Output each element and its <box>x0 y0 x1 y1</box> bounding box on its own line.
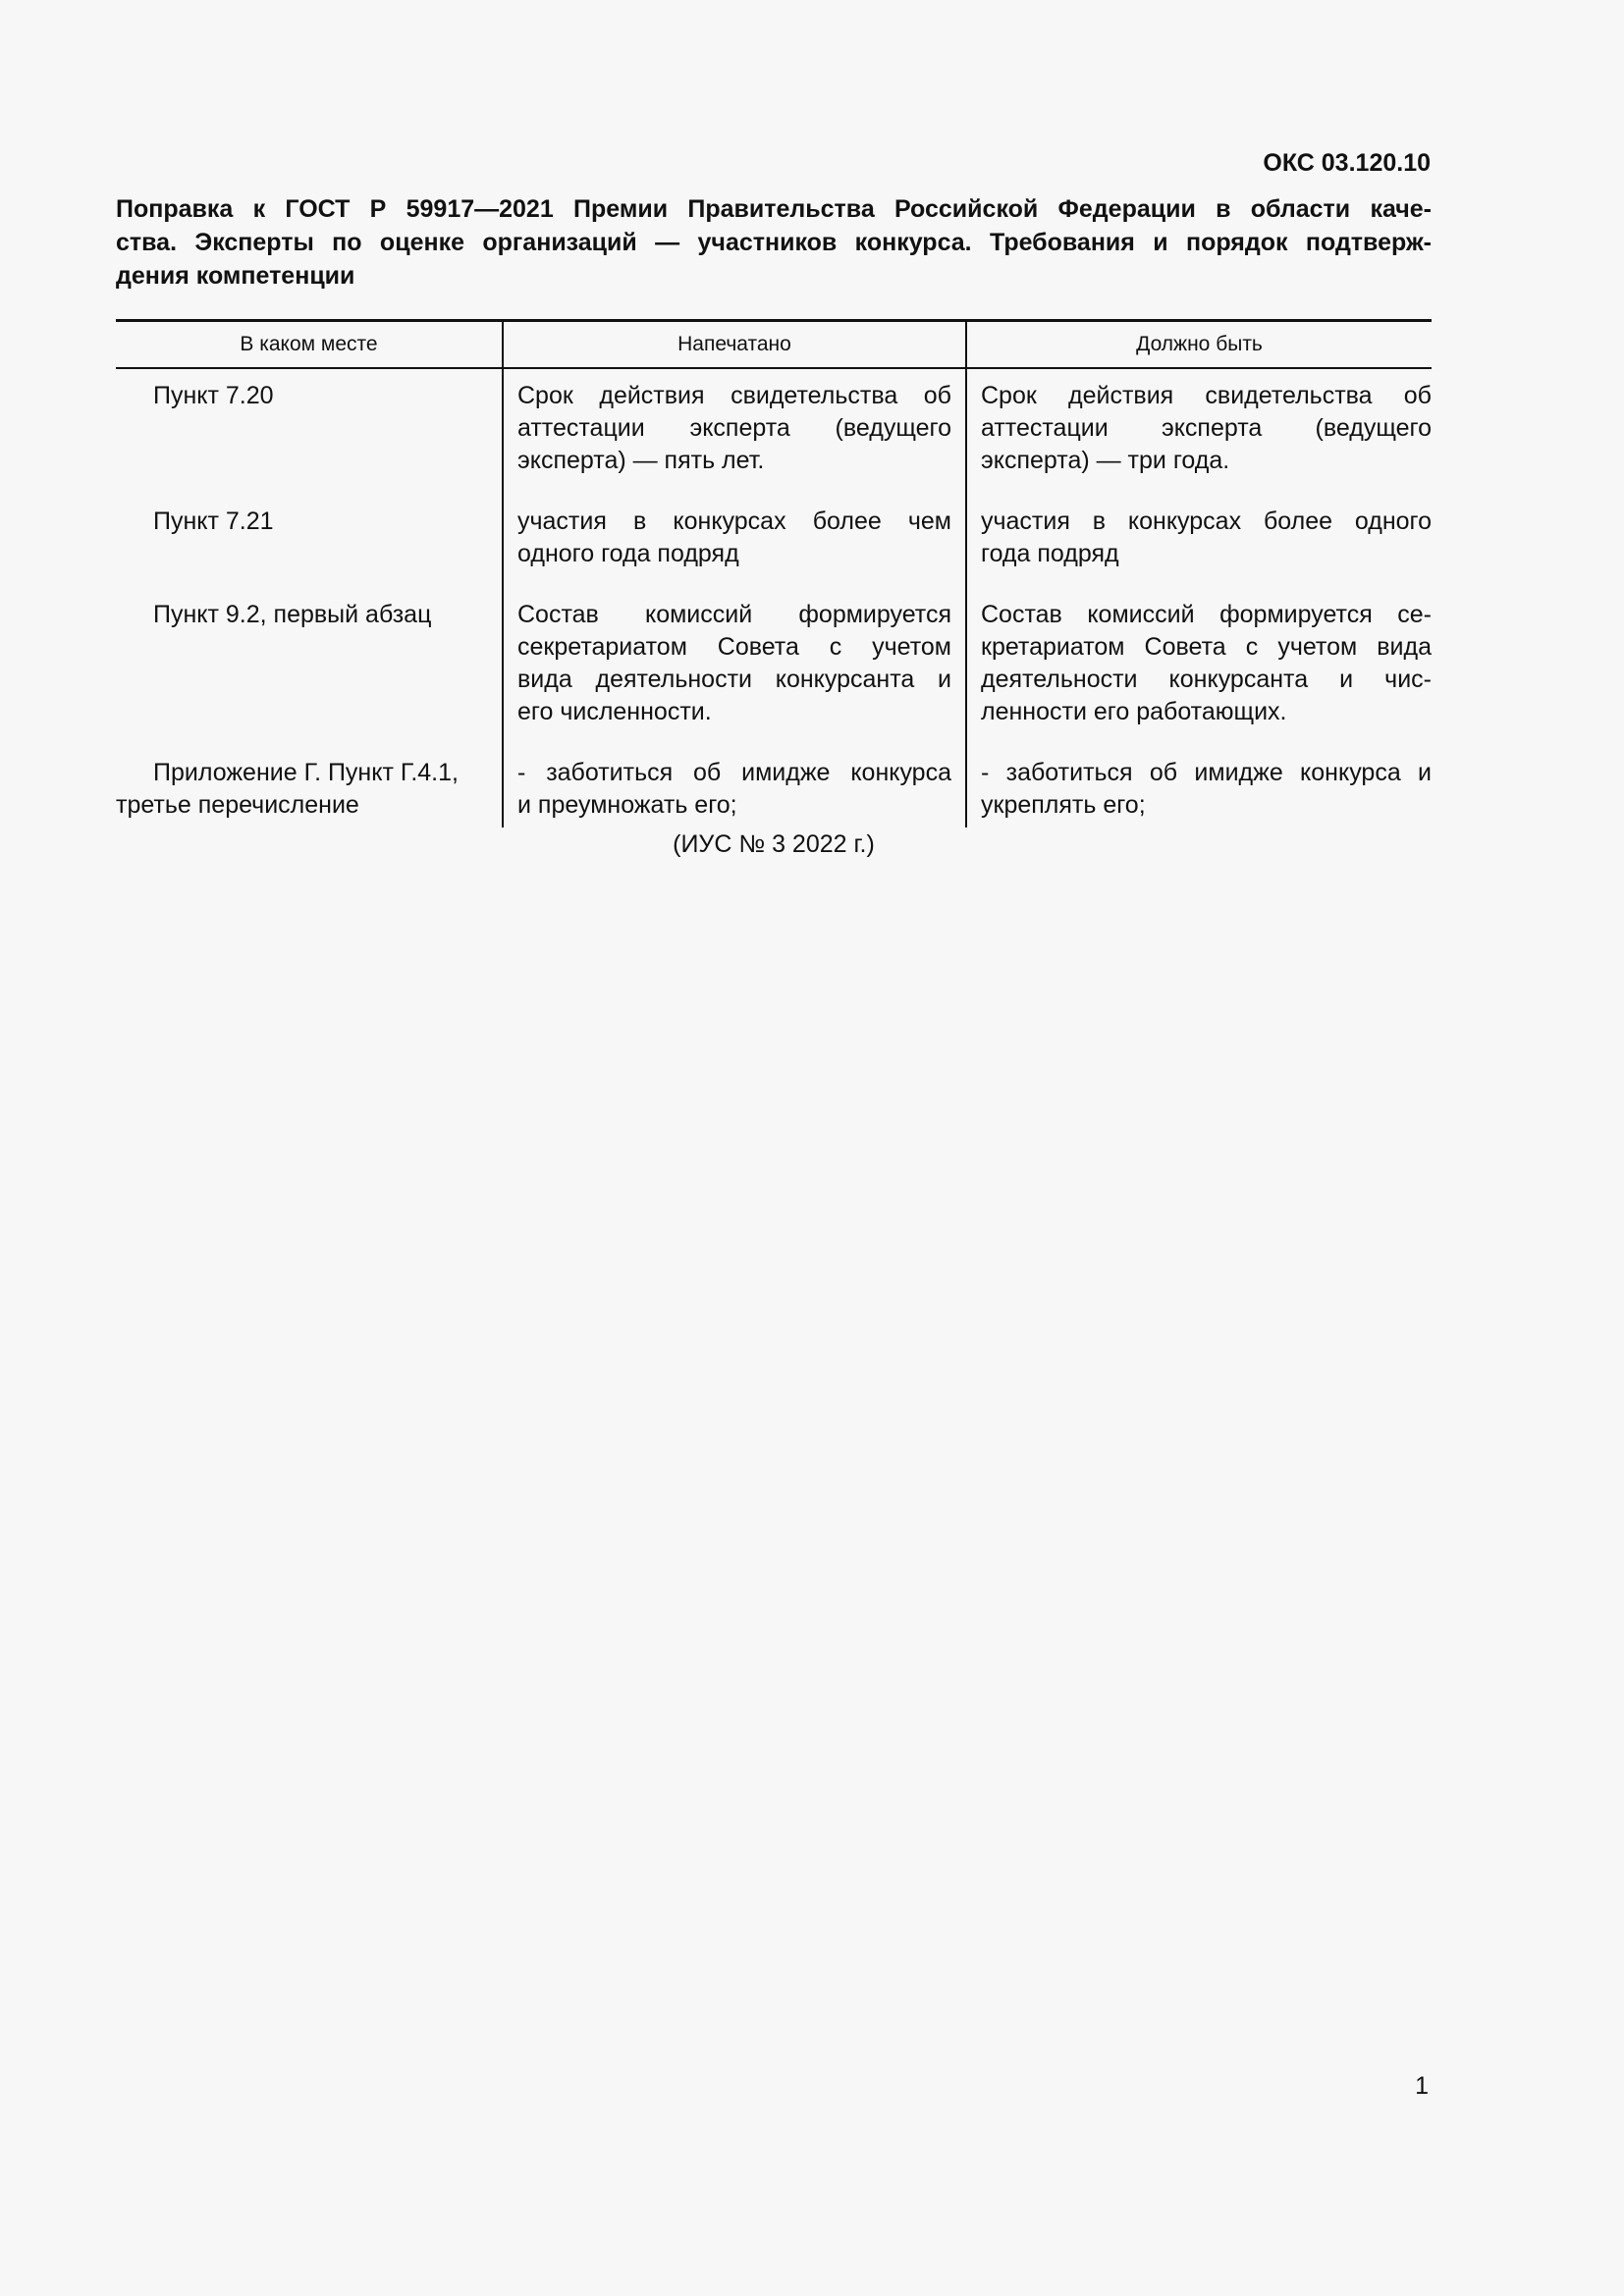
classification-code: ОКС 03.120.10 <box>1263 149 1431 177</box>
cell-line: вида деятельности конкурсанта и <box>517 666 951 693</box>
table-body <box>116 368 1432 828</box>
cell-line: Срок действия свидетельства об <box>981 382 1432 409</box>
title-line: Поправка к ГОСТ Р 59917—2021 Премии Правительства Российской Федерации в области каче- <box>116 195 1432 223</box>
cell-line: года подряд <box>981 540 1119 567</box>
cell-printed <box>503 746 966 828</box>
cell-line: секретариатом Совета с учетом <box>517 633 951 661</box>
cell-line: Состав комиссий формируется се- <box>981 601 1432 628</box>
cell-line: Пункт 7.20 <box>153 382 274 409</box>
cell-line: деятельности конкурсанта и чис- <box>981 666 1432 693</box>
cell-line: Состав комиссий формируется <box>517 601 951 628</box>
title-line: дения компетенции <box>116 262 355 290</box>
cell-place <box>116 588 503 746</box>
cell-should-be <box>966 588 1432 746</box>
title-line: ства. Эксперты по оценке организаций — участников конкурса. Требования и порядок подтверж- <box>116 229 1432 256</box>
header-should-be: Должно быть <box>966 321 1432 369</box>
table-row <box>116 368 1432 495</box>
cell-line: и преумножать его; <box>517 791 737 819</box>
cell-line: участия в конкурсах более чем <box>517 507 951 535</box>
cell-line: Срок действия свидетельства об <box>517 382 951 409</box>
cell-line: укреплять его; <box>981 791 1146 819</box>
cell-printed <box>503 495 966 588</box>
cell-should-be <box>966 495 1432 588</box>
cell-place <box>116 746 503 828</box>
cell-line: - заботиться об имидже конкурса и <box>981 759 1432 786</box>
cell-place <box>116 368 503 495</box>
cell-line: ленности его работающих. <box>981 698 1287 725</box>
cell-line: Приложение Г. Пункт Г.4.1, <box>153 759 459 786</box>
amendment-table <box>116 319 1432 828</box>
cell-line: аттестации эксперта (ведущего <box>981 414 1432 442</box>
table-row <box>116 588 1432 746</box>
table-header-row <box>116 321 1432 369</box>
cell-line: одного года подряд <box>517 540 739 567</box>
table-row <box>116 495 1432 588</box>
cell-line: третье перечисление <box>116 791 359 819</box>
ius-reference: (ИУС № 3 2022 г.) <box>673 830 875 858</box>
cell-line: кретариатом Совета с учетом вида <box>981 633 1432 661</box>
page-number: 1 <box>1415 2072 1429 2100</box>
cell-place <box>116 495 503 588</box>
amendment-table-container <box>116 319 1432 828</box>
cell-line: аттестации эксперта (ведущего <box>517 414 951 442</box>
cell-line: Пункт 9.2, первый абзац <box>153 601 432 628</box>
table-row <box>116 746 1432 828</box>
cell-printed <box>503 588 966 746</box>
cell-line: эксперта) — пять лет. <box>517 447 765 474</box>
cell-line: Пункт 7.21 <box>153 507 274 535</box>
document-title <box>116 192 1432 293</box>
header-printed: Напечатано <box>503 321 966 369</box>
header-place: В каком месте <box>116 321 503 369</box>
cell-line: участия в конкурсах более одного <box>981 507 1432 535</box>
cell-should-be <box>966 368 1432 495</box>
cell-line: - заботиться об имидже конкурса <box>517 759 951 786</box>
cell-printed <box>503 368 966 495</box>
cell-line: эксперта) — три года. <box>981 447 1230 474</box>
cell-line: его численности. <box>517 698 712 725</box>
cell-should-be <box>966 746 1432 828</box>
